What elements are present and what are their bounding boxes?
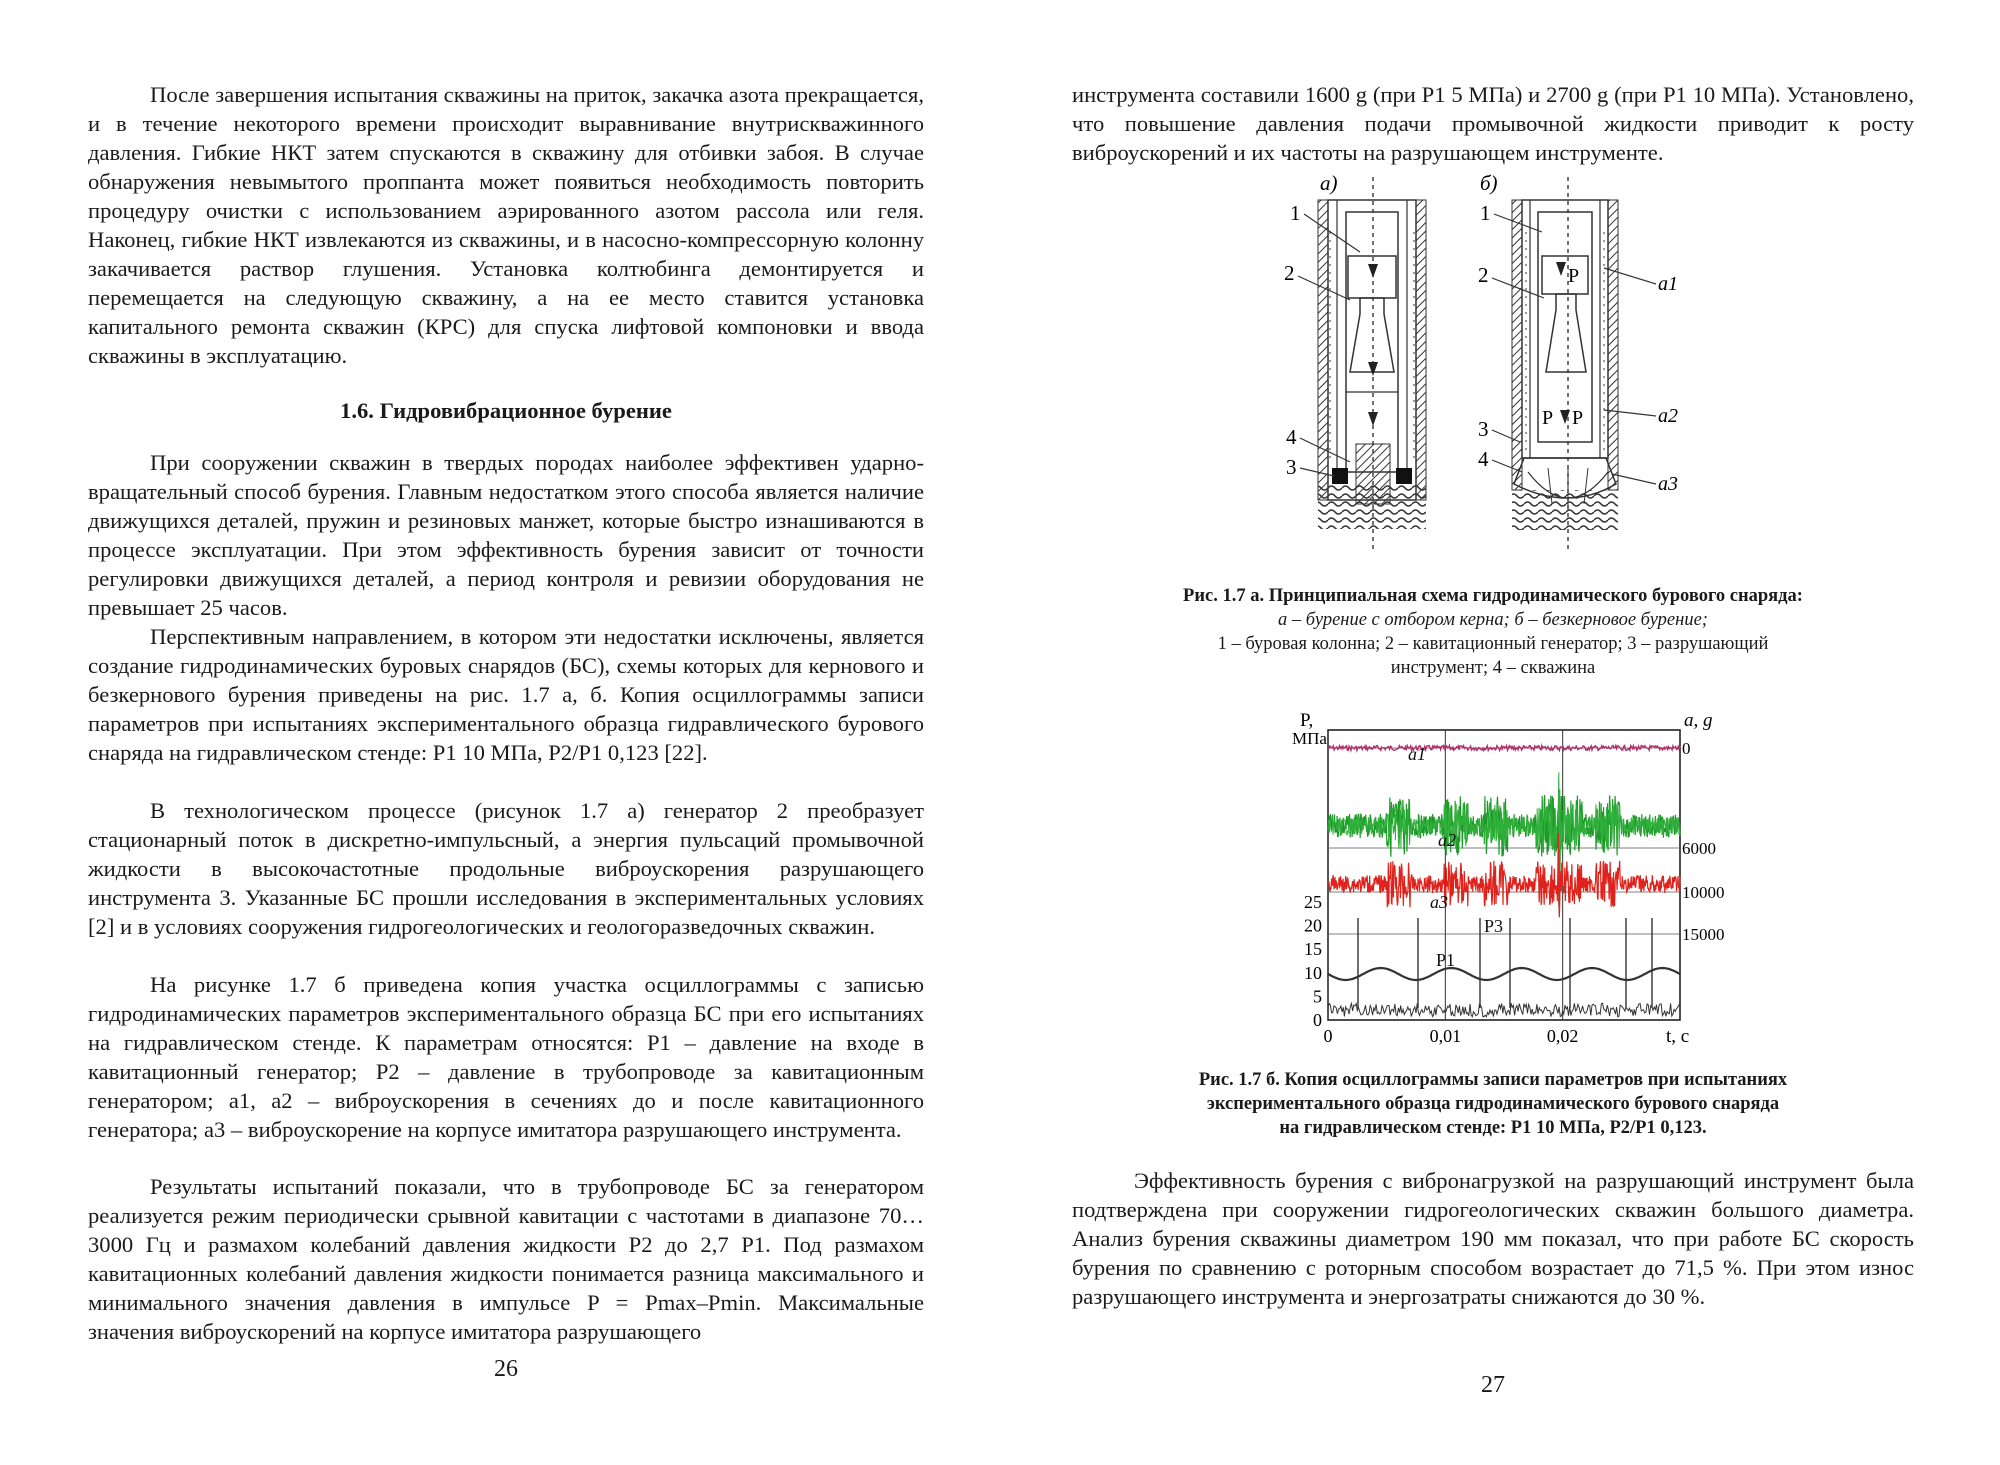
num-label: 3 <box>1286 455 1297 479</box>
series-label: P3 <box>1484 916 1504 936</box>
y-right-tick-label: 6000 <box>1682 839 1716 858</box>
num-label: 3 <box>1478 417 1489 441</box>
paragraph: Результаты испытаний показали, что в трубопроводе БС за генератором реализуется режим периодически срывной кавитации с частотами в диапазоне 70…3000 Гц и размахом колебаний давления жидкости P2 до 2,7 P1. Под размахом кавитационных колебаний давления жидкости понимается разница максимального и минимального значения давления в импульсе P = Pmax–Pmin. Максимальные значения виброускорений на корпусе имитатора разрушающего <box>88 1174 924 1344</box>
y-right-label: a, g <box>1684 710 1713 731</box>
series-label: a1 <box>1408 744 1426 764</box>
fig-label-b: б) <box>1480 172 1498 195</box>
p-label: P <box>1572 407 1584 429</box>
y-left-tick-label: 10 <box>1304 962 1322 983</box>
y-left-unit: МПа <box>1292 729 1327 748</box>
paragraph: После завершения испытания скважины на приток, закачка азота прекращается, и в течение некоторого времени происходит выравнивание внутрискважинного давления. Гибкие НКТ затем спускаются в скважину для отбивки забоя. В случае обнаружения невымытого проппанта может появиться необходимость повторить процедуру очистки с использованием аэрированного азотом рассола или геля. Наконец, гибкие НКТ извлекаются из скважины, и в насосно-компрессорную колонну закачивается раствор глушения. Установка колтюбинга демонтируется и перемещается на следующую скважину, а на ее место ставится установка капитального ремонта скважин (КРС) для спуска лифтовой компоновки и ввода скважины в эксплуатацию. <box>88 82 924 368</box>
caption-line: Рис. 1.7 б. Копия осциллограммы записи параметров при испытаниях <box>1198 1070 1788 1090</box>
y-right-tick-label: 0 <box>1682 739 1691 758</box>
y-left-tick-label: 25 <box>1304 892 1322 912</box>
x-tick-label: 0,02 <box>1546 1026 1579 1046</box>
caption-line: экспериментального образца гидродинамического бурового снаряда <box>1206 1094 1780 1114</box>
y-left-tick-label: 5 <box>1313 986 1322 1007</box>
section-title: 1.6. Гидровибрационное бурение <box>340 398 672 423</box>
p-label: P <box>1568 265 1580 287</box>
x-tick-label: 0,01 <box>1429 1026 1462 1046</box>
y-left-tick-label: 20 <box>1304 915 1322 936</box>
y-left-tick-label: 0 <box>1313 1010 1322 1030</box>
paragraph: Перспективным направлением, в котором эти недостатки исключены, является создание гидродинамических буровых снарядов (БС), схемы которых для кернового и безкернового бурения приведены на рис. 1.7 а, б. Копия осциллограммы записи параметров при испытаниях экспериментального образца гидравлического бурового снаряда на гидравлическом стенде: P1 10 МПа, P2/P1 0,123 [22]. <box>88 624 924 765</box>
y-right-tick-label: 10000 <box>1682 883 1725 902</box>
caption-line: инструмент; 4 – скважина <box>1390 658 1596 678</box>
series-label: a3 <box>1430 892 1448 912</box>
right-page <box>1072 0 1914 1465</box>
figure-caption-a <box>1072 584 1914 680</box>
paragraph: На рисунке 1.7 б приведена копия участка осциллограммы с записью гидродинамических параметров экспериментального образца БС при его испытаниях на гидравлическом стенде. К параметрам относятся: P1 – давление на входе в кавитационный генератор; P2 – давление в трубопроводе за кавитационным генератором; a1, a2 – виброускорения в сечениях до и после кавитационного генератора; a3 – виброускорение на корпусе имитатора разрушающего инструмента. <box>88 972 924 1142</box>
page-number: 26 <box>494 1356 518 1382</box>
paragraph: При сооружении скважин в твердых породах наиболее эффективен ударно-вращательный способ бурения. Главным недостатком этого способа является наличие движущихся деталей, пружин и резиновых манжет, которые быстро изнашиваются в процессе эксплуатации. При этом эффективность бурения зависит от точности регулировки движущихся деталей, а период контроля и ревизии оборудования не превышает 25 часов. <box>88 450 924 620</box>
a-label: a1 <box>1658 273 1678 295</box>
caption-line: на гидравлическом стенде: P1 10 МПа, P2/P1 0,123. <box>1279 1118 1707 1138</box>
schematic-a <box>1284 177 1426 552</box>
page-number: 27 <box>1481 1372 1505 1398</box>
left-page <box>88 0 924 1465</box>
fig-label-a: а) <box>1320 172 1338 195</box>
y-left-label: P, <box>1300 710 1314 731</box>
num-label: 4 <box>1478 447 1489 471</box>
series-label: a2 <box>1438 830 1456 850</box>
drill-schematic-figure <box>1272 172 1732 562</box>
x-axis-label: t, c <box>1666 1026 1690 1047</box>
oscillogram-chart <box>1248 708 1768 1048</box>
num-label: 2 <box>1284 261 1295 285</box>
num-label: 1 <box>1480 201 1491 225</box>
caption-title: Рис. 1.7 а. Принципиальная схема гидродинамического бурового снаряда: <box>1183 586 1803 606</box>
paragraph: Эффективность бурения с вибронагрузкой на разрушающий инструмент была подтверждена при сооружении гидрогеологических скважин большого диаметра. Анализ бурения скважины диаметром 190 мм показал, что при работе БС скорость бурения по сравнению с роторным способом возрастает до 71,5 %. При этом износ разрушающего инструмента и энергозатраты снижаются до 30 %. <box>1072 1168 1914 1309</box>
series-label: P1 <box>1436 950 1456 970</box>
caption-line: 1 – буровая колонна; 2 – кавитационный генератор; 3 – разрушающий <box>1217 634 1769 654</box>
y-right-tick-label: 15000 <box>1682 925 1725 944</box>
num-label: 2 <box>1478 263 1489 287</box>
a-label: a2 <box>1658 405 1678 427</box>
p-label: P <box>1542 407 1554 429</box>
a-label: a3 <box>1658 473 1678 495</box>
figure-caption-b <box>1072 1068 1914 1140</box>
paragraph: инструмента составили 1600 g (при P1 5 МПа) и 2700 g (при P1 10 МПа). Установлено, что повышение давления подачи промывочной жидкости приводит к росту виброускорений и их частоты на разрушающем инструменте. <box>1072 82 1914 165</box>
x-tick-label: 0 <box>1323 1026 1333 1046</box>
paragraph: В технологическом процессе (рисунок 1.7 а) генератор 2 преобразует стационарный поток в дискретно-импульсный, а энергия пульсаций промывочной жидкости в высокочастотные продольные виброускорения разрушающего инструмента 3. Указанные БС прошли исследования в экспериментальных условиях [2] и в условиях сооружения гидрогеологических и геологоразведочных скважин. <box>88 798 924 939</box>
schematic-b <box>1478 177 1678 552</box>
num-label: 4 <box>1286 425 1297 449</box>
num-label: 1 <box>1290 201 1301 225</box>
y-left-tick-label: 15 <box>1304 939 1322 960</box>
caption-line: а – бурение с отбором керна; б – безкерновое бурение; <box>1278 610 1708 630</box>
